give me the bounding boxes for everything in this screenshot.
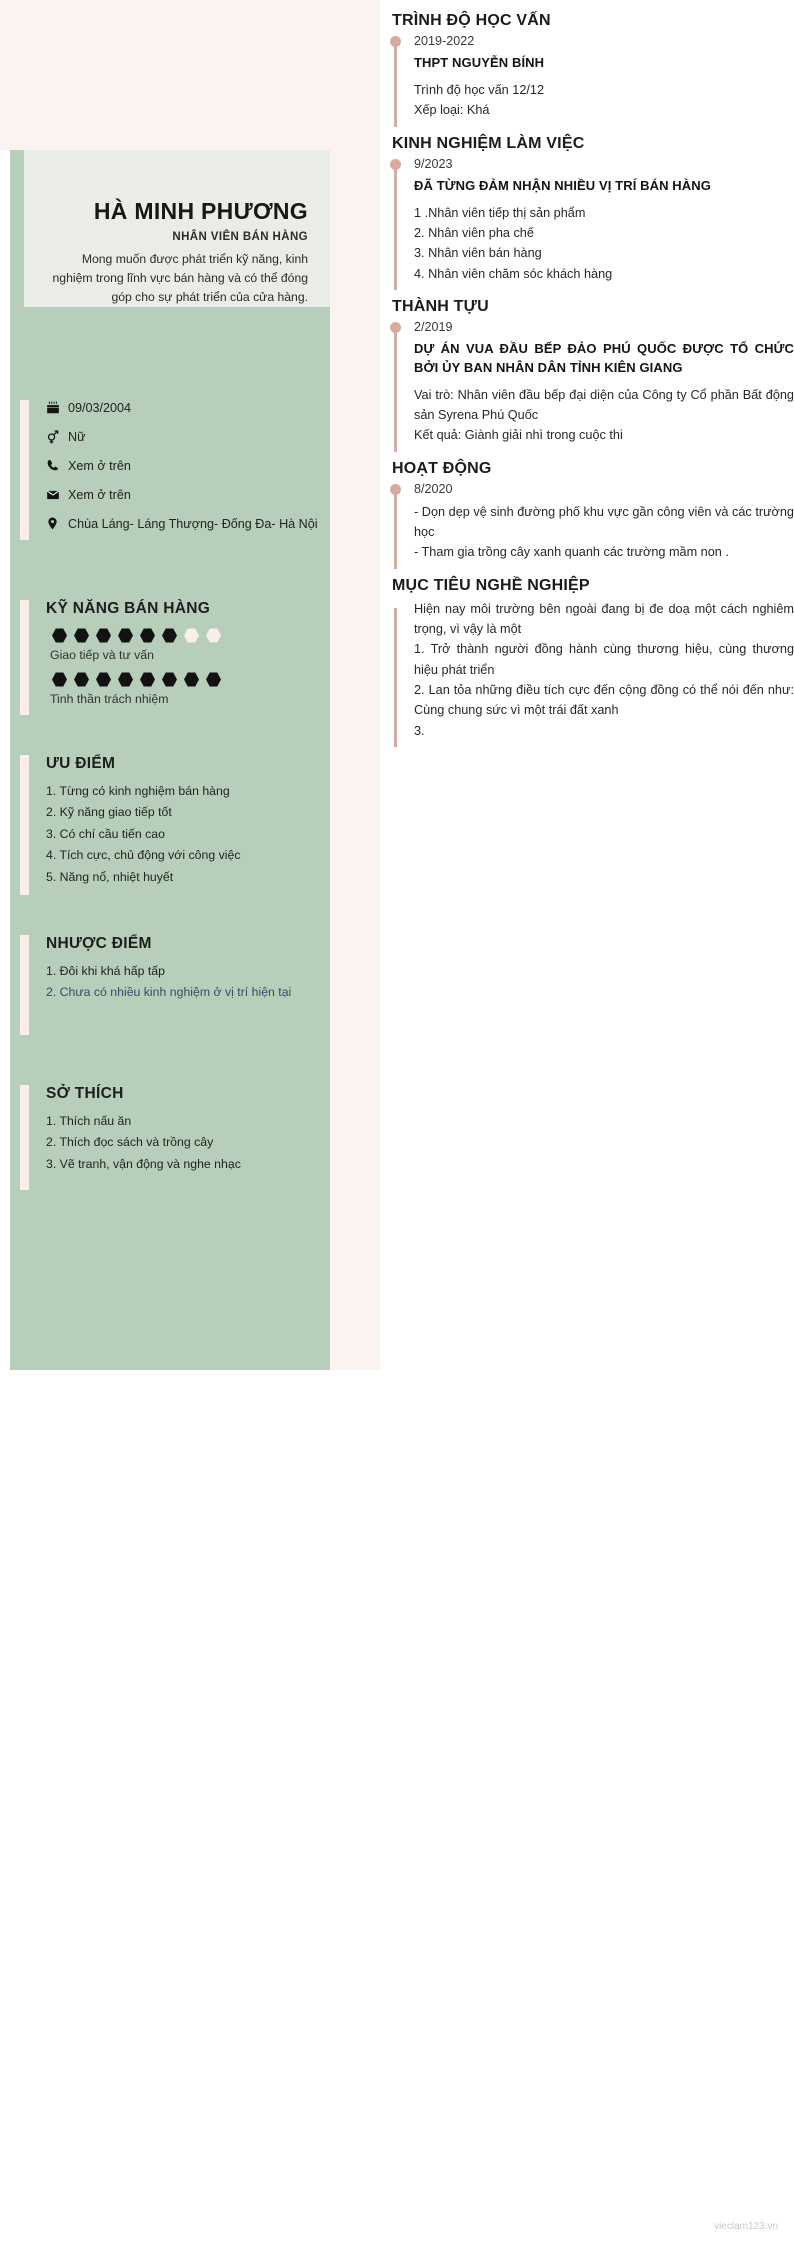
hexagon-dot-icon	[118, 628, 133, 643]
detail-line: Kết quả: Giành giải nhì trong cuộc thi	[414, 428, 623, 443]
hexagon-dot-icon	[96, 628, 111, 643]
hexagon-dot-icon	[162, 672, 177, 687]
detail-line: 3.	[414, 723, 425, 738]
hexagon-dot-icon	[52, 672, 67, 687]
job-role-subtitle: NHÂN VIÊN BÁN HÀNG	[172, 231, 308, 244]
education-title: TRÌNH ĐỘ HỌC VẤN	[392, 12, 551, 29]
education-school: THPT NGUYỄN BÍNH	[414, 55, 545, 70]
hexagon-dot-icon	[52, 628, 67, 643]
list-item: 2. Thích đọc sách và trồng cây	[46, 1135, 214, 1150]
timeline-dot	[390, 484, 401, 495]
education-details	[414, 80, 794, 121]
contact-block	[20, 400, 320, 544]
birthday-cake-icon	[46, 400, 68, 415]
timeline-line	[394, 166, 397, 290]
achievements-details	[414, 385, 794, 446]
hexagon-dot-icon	[74, 672, 89, 687]
strengths-title: ƯU ĐIỂM	[46, 755, 116, 772]
strengths-block	[20, 755, 320, 889]
detail-line: - Dọn dẹp vệ sinh đường phố khu vực gần công viên và các trường học	[414, 504, 794, 539]
activities-details	[414, 502, 794, 563]
email-icon	[46, 487, 68, 502]
skills-rating-list	[46, 628, 320, 706]
strengths-tab-marker	[20, 755, 29, 895]
hexagon-dot-icon	[74, 628, 89, 643]
achievements-date: 2/2019	[414, 319, 453, 334]
weaknesses-tab-marker	[20, 935, 29, 1035]
timeline-line	[394, 329, 397, 452]
contact-row	[46, 487, 320, 505]
achievements-title: THÀNH TỰU	[392, 297, 489, 315]
strengths-list	[46, 782, 320, 887]
activities-section	[380, 460, 794, 575]
weaknesses-list	[46, 962, 320, 1003]
skill-label: Tinh thần trách nhiệm	[50, 692, 169, 706]
page-title: HÀ MINH PHƯƠNG	[93, 198, 308, 224]
sidebar	[0, 0, 330, 1370]
gender-icon	[46, 429, 68, 444]
timeline-line	[394, 491, 397, 569]
activities-timeline	[380, 480, 794, 575]
hexagon-dot-icon	[140, 628, 155, 643]
watermark: vieclam123.vn	[714, 2221, 778, 2232]
list-item: 2. Chưa có nhiều kinh nghiệm ở vị trí hiện tại	[46, 985, 292, 1000]
weaknesses-title: NHƯỢC ĐIỂM	[46, 935, 152, 952]
skill-rating-dots	[52, 672, 320, 687]
right-column-backdrop	[330, 0, 380, 1370]
timeline-dot	[390, 322, 401, 333]
experience-title: KINH NGHIỆM LÀM VIỆC	[392, 134, 585, 152]
timeline-line	[394, 608, 397, 747]
main-content	[380, 0, 794, 755]
activities-date: 8/2020	[414, 481, 453, 496]
education-section	[380, 0, 794, 133]
objective-details	[414, 599, 794, 741]
detail-line: 2. Nhân viên pha chế	[414, 225, 534, 240]
timeline-dot	[390, 36, 401, 47]
detail-line: Vai trò: Nhân viên đầu bếp đại diện của Công ty Cổ phần Bất động sản Syrena Phú Quốc	[414, 387, 794, 423]
achievements-section	[380, 298, 794, 458]
list-item: 1. Đôi khi khá hấp tấp	[46, 964, 165, 978]
detail-line: Trình độ học vấn 12/12	[414, 82, 545, 97]
detail-line: 4. Nhân viên chăm sóc khách hàng	[414, 266, 613, 281]
skill-rating-dots	[52, 628, 320, 643]
contact-value: Nữ	[68, 429, 86, 444]
hexagon-dot-icon	[118, 672, 133, 687]
contact-value: Xem ở trên	[68, 458, 131, 473]
contact-value: 09/03/2004	[68, 401, 132, 415]
hexagon-dot-icon	[184, 628, 199, 643]
achievements-heading: DỰ ÁN VUA ĐẦU BẾP ĐẢO PHÚ QUỐC ĐƯỢC TỔ CHỨC BỞI ỦY BAN NHÂN DÂN TỈNH KIÊN GIANG	[414, 340, 794, 375]
list-item: 3. Có chí cầu tiến cao	[46, 826, 165, 841]
list-item: 5. Năng nổ, nhiệt huyết	[46, 869, 174, 884]
timeline-line	[394, 43, 397, 127]
experience-details	[414, 203, 794, 284]
skills-block	[20, 600, 320, 708]
hobbies-tab-marker	[20, 1085, 29, 1190]
detail-line: 1 .Nhân viên tiếp thị sản phẩm	[414, 205, 586, 220]
skills-title: KỸ NĂNG BÁN HÀNG	[46, 600, 211, 617]
list-item: 4. Tích cực, chủ động với công việc	[46, 848, 241, 863]
experience-timeline	[380, 155, 794, 296]
skill-label: Giao tiếp và tư vấn	[50, 648, 154, 662]
achievements-timeline	[380, 318, 794, 458]
hobbies-title: SỞ THÍCH	[46, 1085, 124, 1102]
detail-line: 2. Lan tỏa những điều tích cực đến cộng đồng có thể nói đến như: Cùng chung sức vì một trái đất xanh	[414, 682, 794, 718]
contact-row	[46, 429, 320, 447]
list-item: 1. Từng có kinh nghiệm bán hàng	[46, 784, 230, 798]
objective-section	[380, 577, 794, 753]
experience-section	[380, 135, 794, 296]
list-item: 2. Kỹ năng giao tiếp tốt	[46, 805, 172, 820]
list-item: 3. Vẽ tranh, vận động và nghe nhạc	[46, 1156, 241, 1171]
detail-line: Hiện nay môi trường bên ngoài đang bị đe doạ một cách nghiêm trọng, vì vậy là một	[414, 601, 794, 636]
hexagon-dot-icon	[162, 628, 177, 643]
list-item: 1. Thích nấu ăn	[46, 1114, 132, 1128]
location-icon	[46, 516, 68, 530]
objective-timeline	[380, 597, 794, 753]
experience-heading: ĐÃ TỪNG ĐẢM NHẬN NHIỀU VỊ TRÍ BÁN HÀNG	[414, 177, 711, 193]
contact-value: Xem ở trên	[68, 487, 131, 502]
profile-summary: Mong muốn được phát triển kỹ năng, kinh nghiệm trong lĩnh vực bán hàng và có thể đóng góp cho sự phát triển của cửa hàng.	[52, 252, 308, 304]
phone-icon	[46, 458, 68, 472]
contact-tab-marker	[20, 400, 29, 540]
hexagon-dot-icon	[184, 672, 199, 687]
contact-list	[20, 400, 320, 533]
contact-row	[46, 458, 320, 476]
hexagon-dot-icon	[140, 672, 155, 687]
contact-row	[46, 516, 320, 534]
hexagon-dot-icon	[96, 672, 111, 687]
timeline-dot	[390, 159, 401, 170]
detail-line: 1. Trở thành người đồng hành cùng thương hiệu, cùng thương hiệu phát triển	[414, 642, 794, 677]
education-timeline	[380, 32, 794, 133]
hexagon-dot-icon	[206, 672, 221, 687]
objective-title: MỤC TIÊU NGHỀ NGHIỆP	[392, 576, 590, 594]
hobbies-list	[46, 1112, 320, 1174]
contact-value: Chùa Láng- Láng Thượng- Đống Đa- Hà Nội	[68, 516, 318, 531]
detail-line: Xếp loại: Khá	[414, 103, 490, 118]
name-card	[24, 150, 330, 307]
experience-date: 9/2023	[414, 156, 453, 171]
education-date: 2019-2022	[414, 34, 475, 48]
detail-line: 3. Nhân viên bán hàng	[414, 246, 542, 261]
skills-tab-marker	[20, 600, 29, 715]
hobbies-block	[20, 1085, 320, 1176]
activities-title: HOẠT ĐỘNG	[392, 459, 492, 477]
hexagon-dot-icon	[206, 628, 221, 643]
detail-line: - Tham gia trồng cây xanh quanh các trường mầm non .	[414, 545, 729, 560]
weaknesses-block	[20, 935, 320, 1005]
contact-row	[46, 400, 320, 418]
